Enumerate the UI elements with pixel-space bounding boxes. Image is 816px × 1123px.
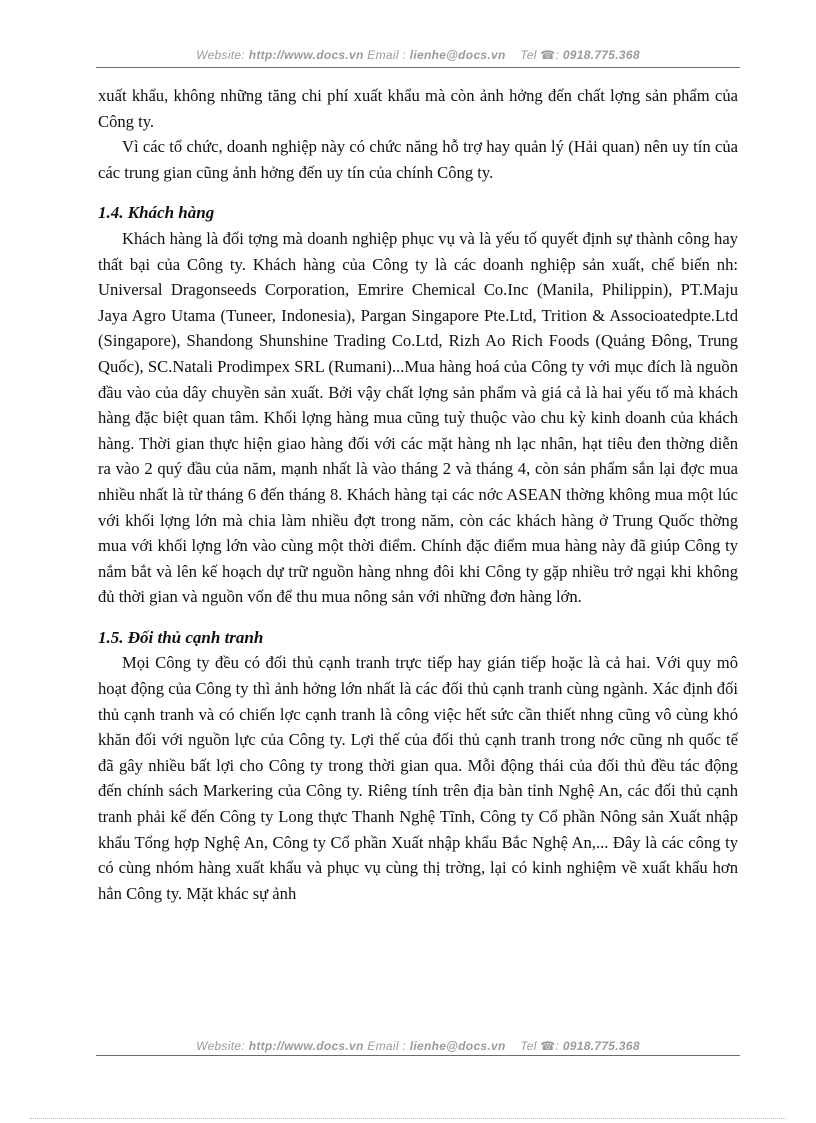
footer-tel-label: Tel ☎: (520, 1039, 560, 1053)
page-content (98, 83, 738, 906)
footer-banner (96, 1039, 740, 1053)
header-tel-value: 0918.775.368 (562, 48, 640, 62)
header-email-link[interactable]: lienhe@docs.vn (409, 48, 506, 62)
header-banner (96, 48, 740, 62)
header-tel-label: Tel ☎: (520, 48, 560, 62)
page-bottom-border (30, 1118, 786, 1119)
footer-website-label: Website: (196, 1039, 246, 1053)
header-rule (96, 67, 740, 68)
footer-website-link[interactable]: http://www.docs.vn (248, 1039, 364, 1053)
heading-competitors: 1.5. Đối thủ cạnh tranh (98, 627, 264, 647)
footer-rule (96, 1055, 740, 1056)
header-website-label: Website: (196, 48, 246, 62)
heading-customers: 1.4. Khách hàng (98, 203, 215, 223)
footer-tel-value: 0918.775.368 (562, 1039, 640, 1053)
paragraph-customers: Khách hàng là đối tợng mà doanh nghiệp phục vụ và là yếu tố quyết định sự thành công hay thất bại của Công ty. Khách hàng của Công ty là các doanh nghiệp sản xuất, chế biến nh: Universal Dragonseeds Corporation, Emrire Chemical Co.Inc (Manila, Philippin), PT.Maju Jaya Agro Utama (Tuneer, Indonesia), Pargan Singapore Pte.Ltd, Trition & Associoatedpte.Ltd (Singapore), Shandong Shunshine Trading Co.Ltd, Rizh Ao Rich Foods (Quảng Đông, Trung Quốc), SC.Natali Prodimpex SRL (Rumani)...Mua hàng hoá của Công ty với mục đích là nguồn đầu vào của dây chuyền sản xuất. Bởi vậy chất lợng sản phẩm và giá cả là hai yếu tố mà khách hàng đặc biệt quan tâm. Khối lợng hàng mua cũng tuỳ thuộc vào chu kỳ kinh doanh của khách hàng. Thời gian thực hiện giao hàng đối với các mặt hàng nh lạc nhân, hạt tiêu đen thờng diễn ra vào 2 quý đầu của năm, mạnh nhất là vào tháng 2 và tháng 4, còn sản phẩm sắn lại đợc mua nhiều nhất là từ tháng 6 đến tháng 8. Khách hàng tại các nớc ASEAN thờng không mua một lúc với khối lợng lớn mà chia làm nhiều đợt trong năm, còn các khách hàng ở Trung Quốc thờng mua với khối lợng lớn vào cùng một thời điểm. Chính đặc điểm mua hàng này đã giúp Công ty nắm bắt và lên kế hoạch dự trữ nguồn hàng nhng đôi khi Công ty gặp nhiều trở ngại khi không đủ thời gian và nguồn vốn để thu mua nông sản với những đơn hàng lớn. (98, 228, 738, 607)
footer-email-label: Email : (367, 1039, 407, 1053)
paragraph-2: Vì các tổ chức, doanh nghiệp này có chức năng hỗ trợ hay quản lý (Hải quan) nên uy tín của các trung gian cũng ảnh hởng đến uy tín của chính Công ty. (98, 137, 738, 182)
header-website-link[interactable]: http://www.docs.vn (248, 48, 364, 62)
paragraph-competitors: Mọi Công ty đều có đối thủ cạnh tranh trực tiếp hay gián tiếp hoặc là cả hai. Với quy mô hoạt động của Công ty thì ảnh hởng lớn nhất là các đối thủ cạnh tranh cùng ngành. Xác định đối thủ cạnh tranh và có chiến lợc cạnh tranh là công việc hết sức cần thiết nhng cũng vô cùng khó khăn đối với nguồn lực của Công ty. Lợi thế của đối thủ cạnh tranh trong nớc cũng nh quốc tế đã gây nhiều bất lợi cho Công ty trong thời gian qua. Mỗi động thái của đối thủ đều tác động đến chính sách Markering của Công ty. Riêng tính trên địa bàn tỉnh Nghệ An, các đối thủ cạnh tranh phải kể đến Công ty Long thực Thanh Nghệ Tĩnh, Công ty Cổ phần Nông sản Xuất nhập khẩu Tổng hợp Nghệ An, Công ty Cổ phần Xuất nhập khẩu Bắc Nghệ An,... Đây là các công ty có cùng nhóm hàng xuất khẩu và phục vụ cùng thị trờng, lại có kinh nghiệm về xuất khẩu hơn hẳn Công ty. Mặt khác sự ảnh (98, 653, 738, 903)
header-email-label: Email : (367, 48, 407, 62)
footer-email-link[interactable]: lienhe@docs.vn (409, 1039, 506, 1053)
paragraph-1: xuất khẩu, không những tăng chi phí xuất khẩu mà còn ảnh hởng đến chất lợng sản phẩm của Công ty. (98, 86, 738, 131)
